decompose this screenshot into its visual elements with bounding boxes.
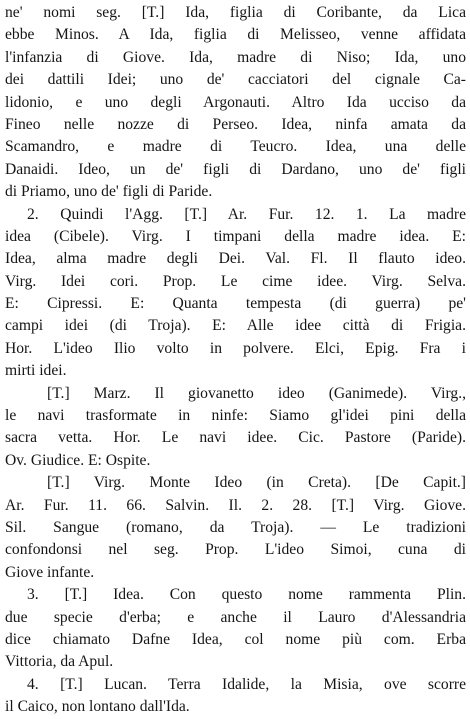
text-line-6: Fineo nelle nozze di Perseo. Idea, ninfa amata da bbox=[5, 115, 466, 133]
text-line-14: E: Cipressi. E: Quanta tempesta (di guerra) pe' bbox=[5, 295, 466, 313]
section-2-line-1: 2. Quindi l'Agg. [T.] Ar. Fur. 12. 1. La madre bbox=[27, 205, 466, 223]
text-line-2: ebbe Minos. A Ida, figlia di Melisseo, venne affidata bbox=[5, 26, 466, 44]
text-line-5: lidonio, e uno degli Argonauti. Altro Ida ucciso da bbox=[5, 93, 466, 111]
text-line-7: Scamandro, e madre di Teucro. Idea, una delle bbox=[5, 138, 466, 156]
subsection-monte-ideo-line-1: [T.] Virg. Monte Ideo (in Creta). [De Capit.] bbox=[47, 474, 466, 492]
text-line-23: Ar. Fur. 11. 66. Salvin. Il. 2. 28. [T.] Virg. Giove. bbox=[5, 496, 466, 514]
text-line-30: Vittoria, da Apul. bbox=[5, 653, 114, 671]
text-line-32: il Caico, non lontano dall'Ida. bbox=[5, 698, 190, 716]
section-3-line-1: 3. [T.] Idea. Con questo nome rammenta Plin. bbox=[27, 586, 466, 604]
text-line-16: Hor. L'ideo Ilio volto in polvere. Elci, Epig. Fra i bbox=[5, 339, 466, 357]
text-line-21: Ov. Giudice. E: Ospite. bbox=[5, 451, 151, 469]
text-line-1: ne' nomi seg. [T.] Ida, figlia di Coribante, da Lica bbox=[5, 4, 466, 21]
text-line-3: l'infanzia di Giove. Ida, madre di Niso; Ida, uno bbox=[5, 48, 466, 66]
text-line-12: Idea, alma madre degli Dei. Val. Fl. Il flauto ideo. bbox=[5, 250, 466, 268]
text-line-28: due specie d'erba; e anche il Lauro d'Alessandria bbox=[5, 608, 466, 626]
text-line-9: di Priamo, uno de' figli di Paride. bbox=[5, 183, 213, 201]
text-line-17: mirti idei. bbox=[5, 362, 67, 380]
subsection-marz-line-1: [T.] Marz. Il giovanetto ideo (Ganimede). Virg., bbox=[47, 384, 466, 402]
text-line-15: campi idei (di Troja). E: Alle idee città di Frigia. bbox=[5, 317, 466, 335]
text-line-29: dice chiamato Dafne Idea, col nome più com. Erba bbox=[5, 630, 466, 648]
text-line-8: Danaidi. Ideo, un de' figli di Dardano, uno de' figli bbox=[5, 160, 466, 178]
text-line-26: Giove infante. bbox=[5, 563, 95, 581]
text-line-13: Virg. Idei cori. Prop. Le cime idee. Virg. Selva. bbox=[5, 272, 466, 290]
text-line-19: le navi trasformate in ninfe: Siamo gl'idei pini della bbox=[5, 407, 466, 425]
text-line-20: sacra vetta. Hor. Le navi idee. Cic. Pastore (Paride). bbox=[5, 429, 466, 447]
text-line-4: dei dattili Idei; uno de' cacciatori del cignale Ca- bbox=[5, 71, 466, 89]
text-line-24: Sil. Sangue (romano, da Troja). — Le tradizioni bbox=[5, 518, 466, 536]
text-line-11: idea (Cibele). Virg. I timpani della madre idea. E: bbox=[5, 227, 466, 245]
text-line-25: confondonsi nel seg. Prop. L'ideo Simoi, cuna di bbox=[5, 541, 466, 559]
section-4-line-1: 4. [T.] Lucan. Terra Idalide, la Misia, ove scorre bbox=[27, 675, 466, 693]
